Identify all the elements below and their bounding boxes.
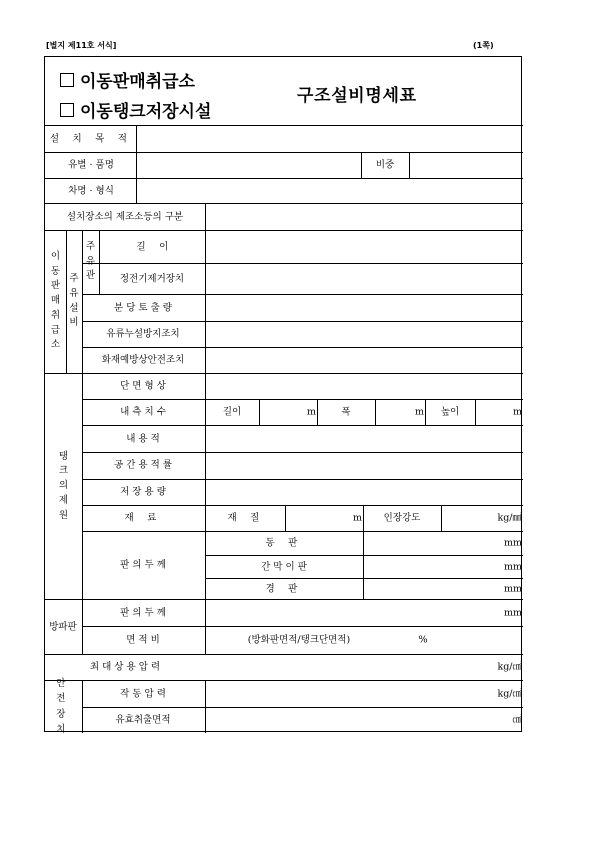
structure-specification-form: [44, 56, 522, 735]
unit-m-width: m: [414, 406, 424, 418]
static-removal-input[interactable]: [206, 264, 522, 294]
label-effective-area: 유효취출면적: [115, 714, 171, 726]
label-gravity: 비중: [375, 159, 395, 171]
gravity-input[interactable]: [410, 153, 522, 178]
page-indicator: (1쪽): [473, 41, 494, 50]
capacity-input[interactable]: [206, 426, 522, 452]
label-length: 길 이: [136, 241, 174, 253]
label-tank-specs-vertical: 탱 크 의 제 원: [58, 450, 69, 521]
unit-mm-partition: mm: [503, 561, 522, 573]
unit-m-quality: m: [352, 512, 362, 524]
label-plate-thickness: 판 의 두 께: [120, 559, 166, 571]
unit-kgcm-operating: kg/㎠: [497, 688, 522, 700]
label-body-plate: 동 판: [265, 537, 303, 549]
label-cross-section: 단 면 형 상: [120, 380, 166, 392]
label-material: 재 료: [124, 512, 162, 524]
unit-kgcm-max: kg/㎠: [497, 661, 522, 673]
label-vehicle: 차명 · 형식: [68, 185, 114, 197]
label-fueling-pipe-vertical: 주 유 관: [85, 240, 96, 282]
label-mobile-sales-vertical: 이 동 판 매 취 급 소: [50, 250, 61, 351]
label-dim-length: 길이: [222, 406, 242, 418]
unit-mm-mirror: mm: [503, 583, 522, 595]
label-dim-height: 높이: [440, 406, 460, 418]
label-oil-type: 유별 · 품명: [68, 159, 114, 171]
label-max-pressure: 최 대 상 용 압 력: [89, 661, 161, 673]
facility-class-input[interactable]: [206, 204, 522, 230]
label-purpose: 설 치 목 적: [49, 133, 133, 145]
unit-kgmm: kg/㎟: [497, 512, 522, 524]
oil-type-input[interactable]: [137, 153, 361, 178]
cross-section-input[interactable]: [206, 374, 522, 399]
label-baffle-thickness: 판 의 두 께: [120, 607, 166, 619]
unit-mm-baffle: mm: [503, 607, 522, 619]
label-operating-pressure: 작 동 압 력: [120, 688, 166, 700]
unit-cm2: ㎠: [512, 714, 522, 726]
label-ullage: 공 간 용 적 률: [114, 459, 172, 471]
label-tensile: 인장강도: [383, 512, 421, 524]
storage-input[interactable]: [206, 480, 522, 505]
discharge-input[interactable]: [206, 295, 522, 321]
label-inner-dims: 내 측 치 수: [120, 406, 166, 418]
label-discharge: 분 당 토 출 량: [114, 302, 172, 314]
label-dim-width: 폭: [341, 406, 351, 418]
fire-safety-input[interactable]: [206, 348, 522, 373]
checkbox-icon[interactable]: [60, 103, 74, 117]
checkbox-option-mobile-tank[interactable]: [60, 97, 211, 122]
label-baffle: 방파판: [49, 621, 77, 633]
option-label-mobile-sales: 이동판매취급소: [80, 72, 195, 92]
label-quality: 재 질: [227, 512, 265, 524]
form-number: [별지 제11호 서식]: [46, 41, 117, 50]
label-fueling-equipment-vertical: 주 유 설 비: [69, 273, 79, 329]
document-title: 구조설비명세표: [297, 86, 417, 106]
label-mirror-plate: 경 판: [265, 583, 303, 595]
length-input[interactable]: [206, 231, 522, 263]
unit-m-length: m: [306, 406, 316, 418]
unit-percent: %: [418, 634, 428, 646]
label-facility-class: 설치장소의 제조소등의 구분: [66, 211, 184, 223]
checkbox-icon[interactable]: [60, 73, 74, 87]
purpose-input[interactable]: [137, 126, 522, 152]
label-leak-prevention: 유류누설방지조치: [106, 328, 180, 340]
label-partition-plate: 간 막 이 판: [261, 561, 307, 573]
unit-mm-body: mm: [503, 537, 522, 549]
leak-prevention-input[interactable]: [206, 322, 522, 347]
option-label-mobile-tank: 이동탱크저장시설: [80, 102, 212, 122]
label-ratio-note: (방화판면적/탱크단면적): [247, 634, 351, 646]
vehicle-input[interactable]: [137, 179, 522, 203]
label-storage: 저 장 용 량: [120, 486, 166, 498]
label-area-ratio: 면 적 비: [126, 634, 160, 646]
ullage-input[interactable]: [206, 453, 522, 479]
unit-m-height: m: [512, 406, 522, 418]
label-safety-device: 안전장치: [56, 678, 71, 735]
checkbox-option-mobile-sales[interactable]: [60, 67, 195, 92]
label-fire-safety: 화재예방상안전조치: [101, 354, 185, 366]
label-capacity: 내 용 적: [126, 433, 160, 445]
label-static-removal: 정전기제거장치: [119, 273, 185, 285]
